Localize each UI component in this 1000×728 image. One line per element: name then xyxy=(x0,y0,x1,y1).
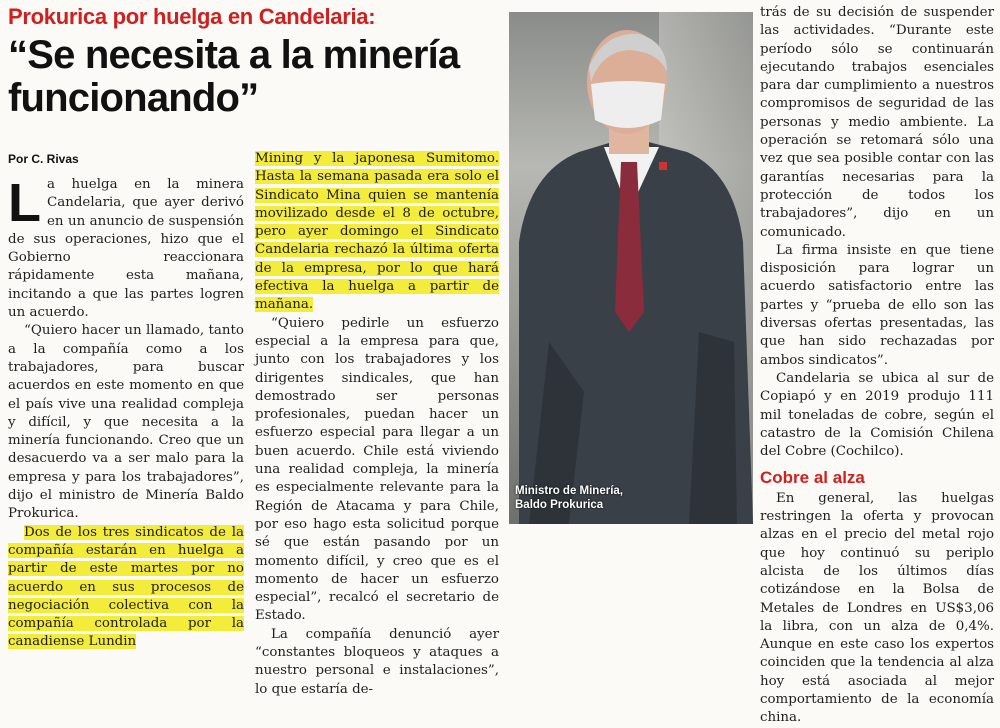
caption-line: Baldo Prokurica xyxy=(515,499,604,511)
photo-caption xyxy=(515,484,623,512)
article-headline: “Se necesita a la minería funcionando” xyxy=(8,33,460,120)
paragraph xyxy=(255,150,499,315)
paragraph: “Quiero hacer un llamado, tanto a la compañía como a los trabajadores, para buscar acuerdos en este momento en que el país vive una realidad compleja y difícil, y que necesita a la minería funcionando. Creo que un desacuerdo va a ser malo para la empresa y para los trabajadores”, dijo el ministro de Minería Baldo Prokurica. xyxy=(8,323,244,522)
caption-line: Ministro de Minería, xyxy=(515,485,623,497)
paragraph: Candelaria se ubica al sur de Copiapó y en 2019 produjo 111 mil toneladas de cobre, según el catastro de la Comisión Chilena del Cobre (Cochilco). xyxy=(760,370,994,460)
text-column-1 xyxy=(8,173,244,652)
paragraph: La firma insiste en que tiene disposición para lograr un acuerdo satisfactorio entre las partes y “prueba de ello son las diversas ofertas presentadas, las que han sido rechazadas por ambos sindicatos”. xyxy=(760,242,994,368)
article-kicker: Prokurica por huelga en Candelaria: xyxy=(8,4,376,29)
paragraph xyxy=(8,524,244,652)
text-column-3 xyxy=(760,4,994,728)
paragraph: “Quiero pedirle un esfuerzo especial a la empresa para que, junto con los trabajadores y los dirigentes sindicales, que han demostrado ser personas profesionales, puedan hacer un esfuerzo especial para llegar a un buen acuerdo. Chile está viviendo una realidad compleja, la minería es especialmente relevante para la Región de Atacama y para Chile, por eso hago esta solicitud porque sé que están pasando por un momento difícil, y creo que es el momento de hacer un esfuerzo especial”, recalcó el secretario de Estado. xyxy=(255,315,499,624)
paragraph: En general, las huelgas restringen la oferta y provocan alzas en el precio del metal rojo que hoy continuó su periplo alcista de los últimos días cotizándose en la Bolsa de Metales de Londres en US$3,06 la libra, con un alza de 0,4%. Aunque en este caso los expertos coinciden que la tendencia al alza hoy está asociada al mejor comportamiento de la economía china. xyxy=(760,490,994,726)
article-photo xyxy=(509,12,753,524)
highlighted-text: Mining y la japonesa Sumitomo. Hasta la semana pasada era solo el Sindicato Mina quien se mantenía movilizado desde el 8 de octubre, pero ayer domingo el Sindicato Candelaria rechazó la última oferta de la empresa, por lo que hará efectiva la huelga a partir de mañana. xyxy=(255,151,499,313)
paragraph: trás de su decisión de suspender las actividades. “Durante este período sólo se continuarán ejecutando trabajos esenciales para dar cumplimiento a nuestros compromisos de seguridad de las personas y medio ambiente. La operación se retomará sólo una vez que sea posible contar con las garantías necesarias para la protección de todos los trabajadores”, dijo en un comunicado. xyxy=(760,5,994,240)
paragraph: La compañía denunció ayer “constantes bloqueos y ataques a nuestro personal e instalaciones”, lo que estaría de- xyxy=(255,626,499,697)
article-byline: Por C. Rivas xyxy=(8,152,79,166)
drop-cap: L xyxy=(8,173,41,233)
paragraph xyxy=(8,173,244,322)
person-illustration xyxy=(509,12,753,524)
section-subhead: Cobre al alza xyxy=(760,468,865,488)
highlighted-text: Dos de los tres sindicatos de la compañía estarán en huelga a partir de este martes por no acuerdo en sus procesos de negociación colectiva con la compañía controlada por la canadiense Lundin xyxy=(8,524,244,650)
paragraph-text: a huelga en la minera Candelaria, que ayer derivó en un anuncio de suspensión de sus operaciones, hizo que el Gobierno reaccionara rápidamente esta mañana, incitando a que las partes logren un acuerdo. xyxy=(8,177,244,321)
text-column-2 xyxy=(255,150,499,699)
